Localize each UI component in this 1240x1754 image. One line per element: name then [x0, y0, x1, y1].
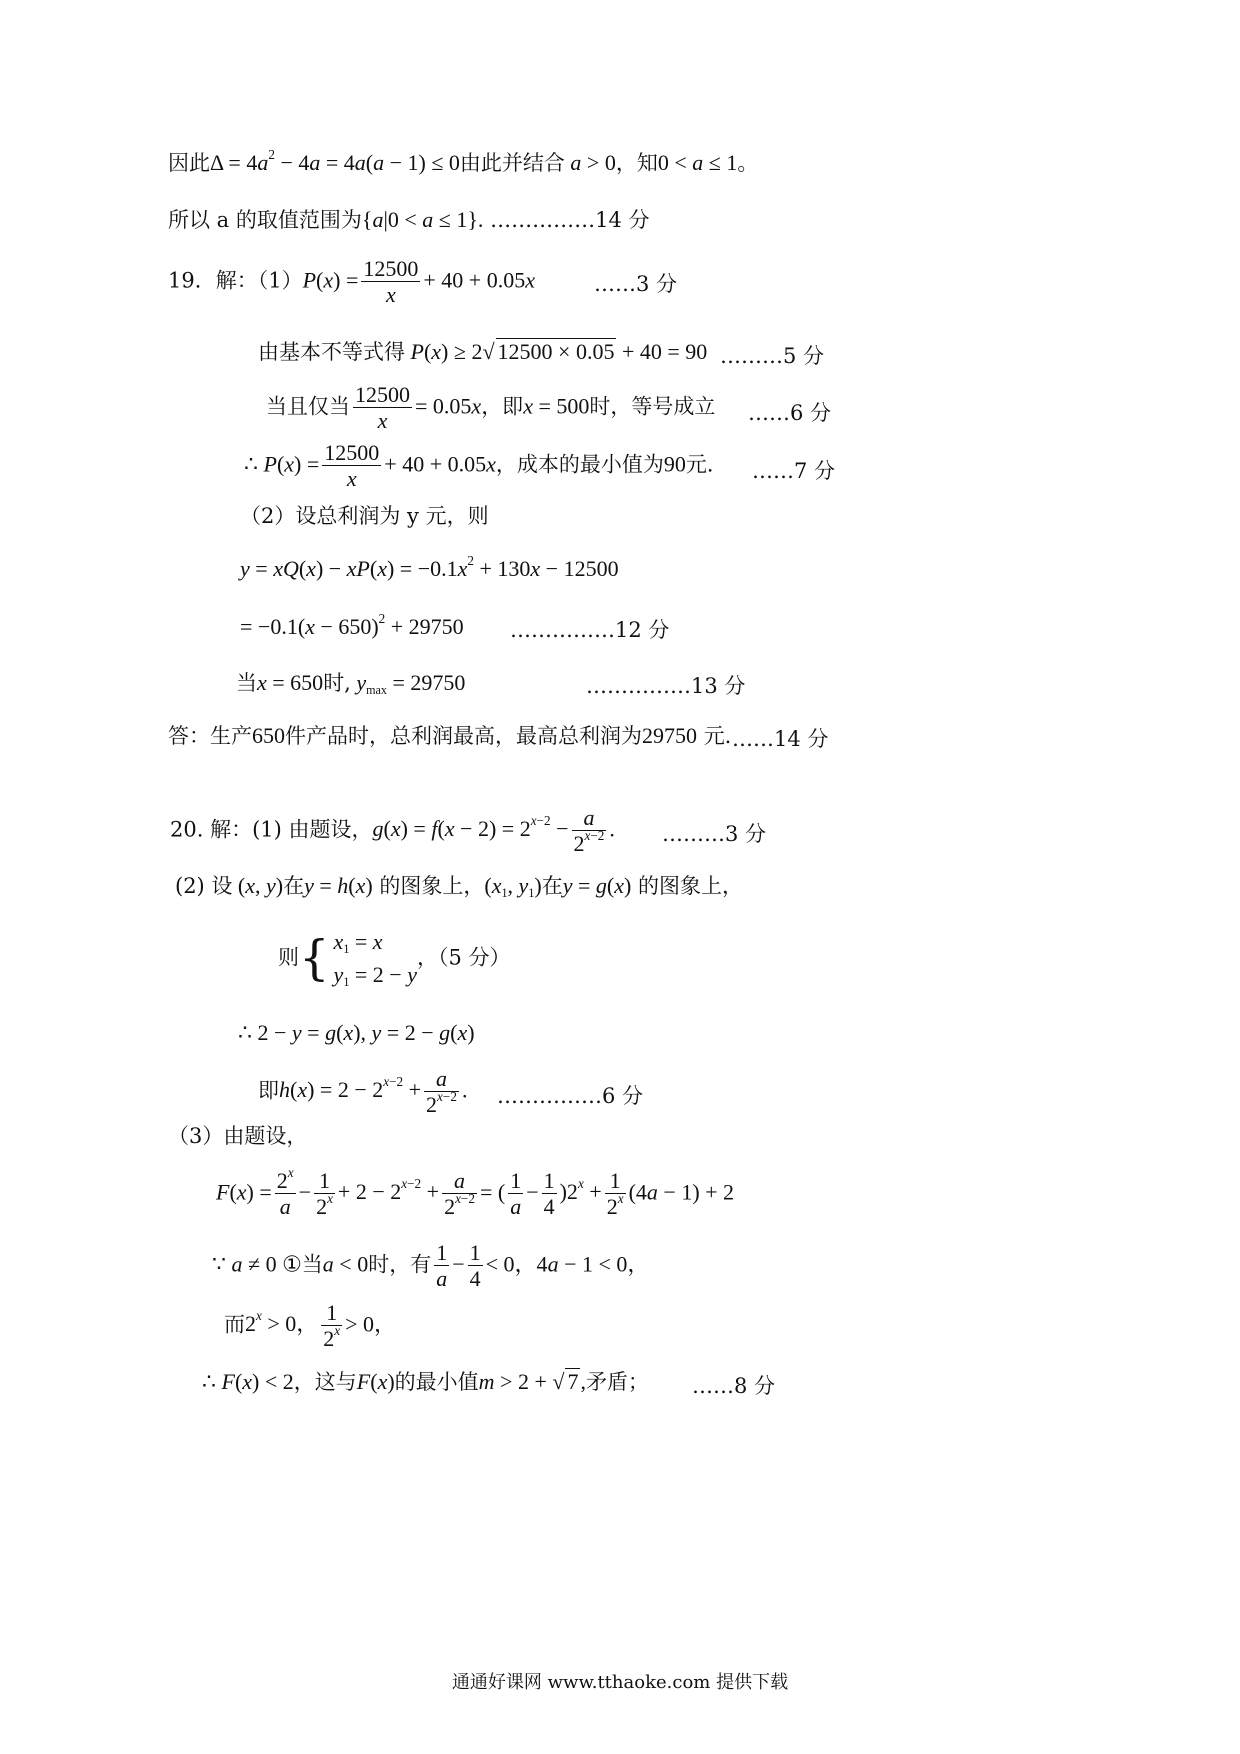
q19-max-profit: 当x = 650时, $y_{max} = 29750$ [236, 670, 466, 698]
q19-points-13: ……………13 分 [586, 674, 746, 698]
q20-part1: 20. 解：(1) 由题设，$g(x) = f(x - 2) = 2^{x-2}$ − $\frac{a}{2^{x-2}}$ . [170, 805, 615, 857]
q20-points-3: ………3 分 [662, 822, 767, 846]
q19-points-3: ……3 分 [594, 272, 678, 296]
q19-points-6: ……6 分 [748, 401, 832, 425]
q20-h-formula: 即$h(x) = 2 - 2^{x-2}$ + $\frac{a}{2^{x-2}}$ . [258, 1066, 468, 1118]
q20-part3-intro: （3）由题设， [168, 1124, 308, 1148]
q19-answer: 答：生产650件产品时，总利润最高，最高总利润为29750 元. [168, 723, 732, 748]
q19-points-12: ……………12 分 [510, 618, 670, 642]
q19-points-5: ………5 分 [720, 344, 825, 368]
q20-positivity: 而$2^x > 0$， $\frac{1}{2^x}$ > 0， [224, 1300, 397, 1352]
q20-points-6: ……………6 分 [497, 1084, 644, 1108]
q19-profit-formula: $y = xQ(x) - xP(x) = -0.1x^2 + 130x - 12500$ [240, 552, 619, 581]
q20-contradiction: ∴ F(x) < 2，这与F(x)的最小值m > 2 + √ 7,矛盾； [202, 1369, 649, 1394]
q20-part2-setup: (2) 设 (x, y)在y = h(x) 的图象上，($x_1$, $y_1$)在y = g(x) 的图象上， [175, 873, 743, 901]
q19-points-14: ……14 分 [732, 727, 829, 751]
q19-profit-vertex-form: = $-0.1(x - 650)^2 + 29750$ [240, 610, 464, 639]
q20-relation: ∴ 2 − y = g(x), y = 2 − g(x) [238, 1020, 475, 1045]
q19-points-7: ……7 分 [752, 459, 836, 483]
q20-coordinate-system: 则{ $x_1 = x$ $y_1 = 2 - y$ ，（5 分） [278, 929, 511, 990]
q20-points-8: ……8 分 [692, 1374, 776, 1398]
q19-part2-intro: （2）设总利润为 y 元，则 [240, 504, 489, 528]
q19-inequality: 由基本不等式得 P(x) ≥ 2√ 12500 × 0.05 + 40 = 90 [258, 339, 708, 364]
q19-part1-formula: 19．解：（1）P(x) = $\frac{12500}{x}$ + 40 + 0.05x [168, 256, 535, 308]
line-delta-condition: 因此$\Delta = 4a^2 - 4a = 4a(a - 1) \le 0$由此并结合 a > 0，知0 < a ≤ 1。 [168, 146, 759, 175]
line-range-of-a: 所以 a 的取值范围为{a|0 < a ≤ 1}. ……………14 分 [168, 207, 650, 232]
q19-minimum-cost: ∴ P(x) = $\frac{12500}{x}$ + 40 + 0.05x，成本的最小值为90元． [244, 440, 728, 492]
q20-F-formula: F(x) = $\frac{2^x}{a}$ − $\frac{1}{2^x}$ + $2 - 2^{x-2}$ + $\frac{a}{2^{x-2}}$ = ( $\frac{1}{a}$ − $\frac{1}{4}$ )$2^x$ + $\frac{1}{2^x}$ (4a − 1) + 2 [216, 1164, 735, 1220]
footer-source: 通通好课网 www.tthaoke.com 提供下载 [451, 1672, 789, 1693]
q19-equality-condition: 当且仅当 $\frac{12500}{x}$ = 0.05x，即x = 500时，等号成立 [266, 382, 716, 434]
q20-case-a-negative: ∵ a ≠ 0 ①当a < 0时，有 $\frac{1}{a}$ − $\frac{1}{4}$ < 0，4a − 1 < 0， [212, 1240, 650, 1292]
